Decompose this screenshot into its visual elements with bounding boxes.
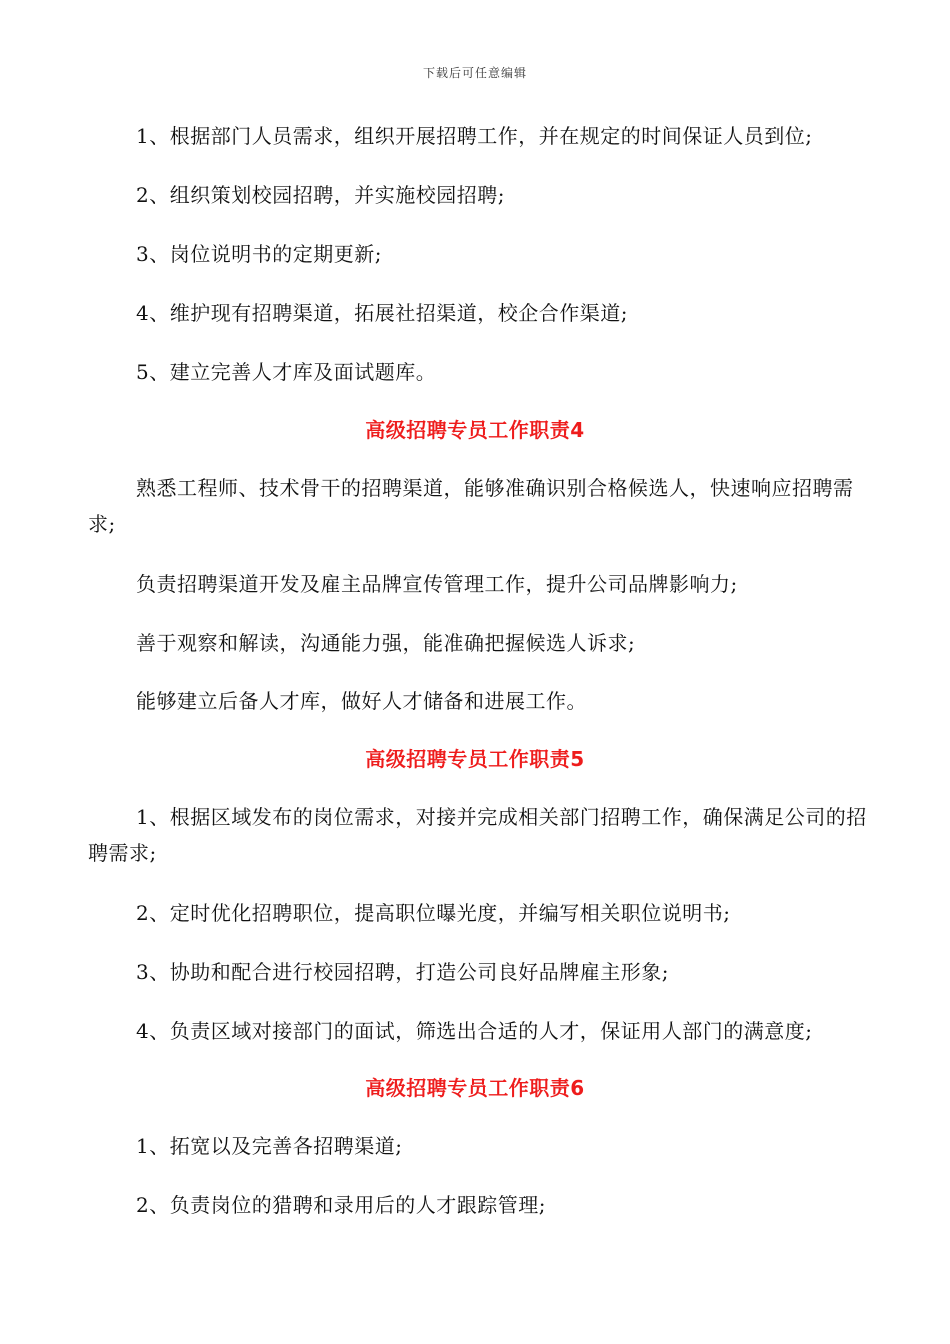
list-item: 2、定时优化招聘职位，提高职位曝光度，并编写相关职位说明书; [136, 901, 731, 925]
list-item: 1、根据区域发布的岗位需求，对接并完成相关部门招聘工作，确保满足公司的招聘需求; [88, 805, 867, 865]
list-item: 1、根据部门人员需求，组织开展招聘工作，并在规定的时间保证人员到位; [136, 124, 813, 148]
list-item: 善于观察和解读，沟通能力强，能准确把握候选人诉求; [136, 631, 636, 655]
list-item: 熟悉工程师、技术骨干的招聘渠道，能够准确识别合格候选人，快速响应招聘需求; [88, 476, 854, 536]
list-item: 3、协助和配合进行校园招聘，打造公司良好品牌雇主形象; [136, 960, 669, 984]
page-header: 下载后可任意编辑 [422, 66, 527, 80]
list-item: 2、负责岗位的猎聘和录用后的人才跟踪管理; [136, 1193, 546, 1217]
list-item: 负责招聘渠道开发及雇主品牌宣传管理工作，提升公司品牌影响力; [136, 572, 738, 596]
list-item: 4、维护现有招聘渠道，拓展社招渠道，校企合作渠道; [136, 301, 628, 325]
section-heading: 高级招聘专员工作职责5 [365, 747, 585, 771]
list-item: 5、建立完善人才库及面试题库。 [136, 360, 437, 384]
section-heading: 高级招聘专员工作职责4 [365, 418, 585, 442]
list-item: 1、拓宽以及完善各招聘渠道; [136, 1134, 403, 1158]
list-item: 3、岗位说明书的定期更新; [136, 242, 382, 266]
list-item: 2、组织策划校园招聘，并实施校园招聘; [136, 183, 505, 207]
section-heading: 高级招聘专员工作职责6 [365, 1076, 585, 1100]
list-item: 4、负责区域对接部门的面试，筛选出合适的人才，保证用人部门的满意度; [136, 1019, 813, 1043]
list-item: 能够建立后备人才库，做好人才储备和进展工作。 [136, 689, 587, 713]
